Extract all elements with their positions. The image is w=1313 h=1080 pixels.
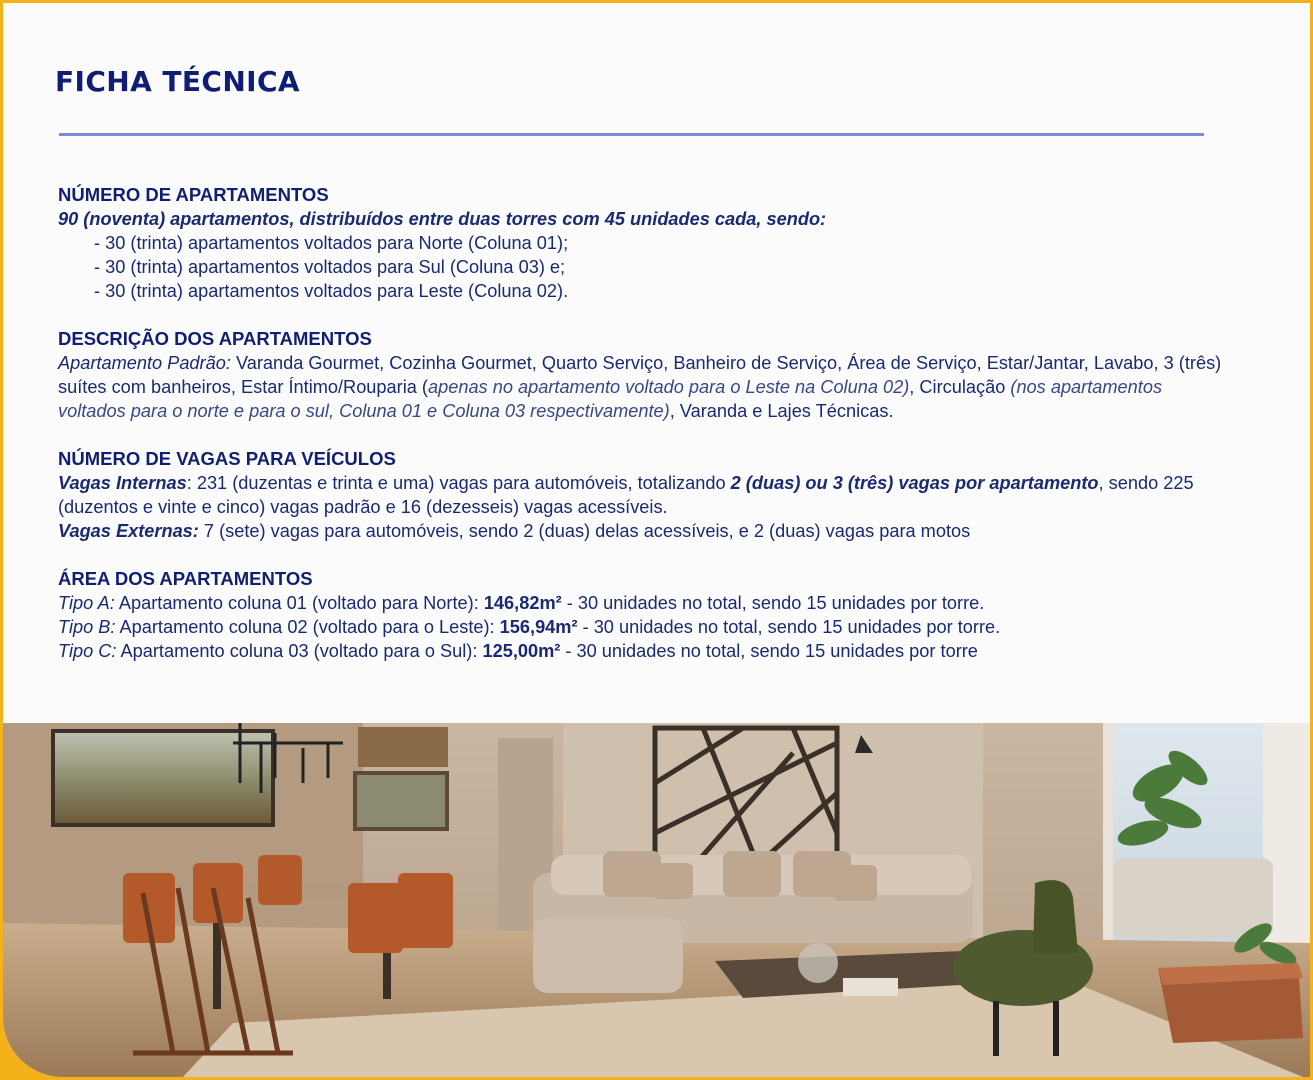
- ficha-card: [3, 3, 1310, 1077]
- vagas-externas-label: Vagas Externas:: [58, 521, 199, 541]
- living-room-photo: [3, 723, 1310, 1077]
- description-text: , Varanda e Lajes Técnicas.: [669, 401, 894, 421]
- section-vagas: [58, 447, 1208, 543]
- tipo-row: [58, 591, 1298, 615]
- vagas-internas-text: : 231 (duzentas e trinta e uma) vagas para automóveis, totalizando: [186, 473, 731, 493]
- tipo-area: 156,94m²: [499, 617, 578, 637]
- section-area: [58, 567, 1298, 663]
- vagas-externas-text: 7 (sete) vagas para automóveis, sendo 2 (duas) delas acessíveis, e 2 (duas) vagas para motos: [198, 521, 971, 541]
- description-label: Apartamento Padrão:: [58, 353, 231, 373]
- tipo-rest: - 30 unidades no total, sendo 15 unidades por torre.: [577, 617, 1001, 637]
- vagas-internas-highlight: 2 (duas) ou 3 (três) vagas por apartamento: [730, 473, 1099, 493]
- description-text: Varanda Gourmet, Cozinha Gourmet, Quarto Serviço, Banheiro de Serviço, Área de Serviço, Estar/Jantar, Lavabo, 3 (três) suítes com banheiros, Estar Íntimo/Rouparia (: [58, 353, 1222, 397]
- tipo-label: Tipo A:: [58, 593, 115, 613]
- section-heading: ÁREA DOS APARTAMENTOS: [58, 568, 313, 589]
- section-numero-apartamentos: [58, 183, 1298, 303]
- section-heading: NÚMERO DE VAGAS PARA VEÍCULOS: [58, 448, 396, 469]
- tipo-area: 146,82m²: [483, 593, 562, 613]
- vagas-internas: [58, 471, 1208, 519]
- tipo-label: Tipo B:: [58, 617, 116, 637]
- tipo-desc: Apartamento coluna 02 (voltado para o Leste):: [115, 617, 500, 637]
- description-paragraph: [58, 351, 1233, 423]
- page-title: FICHA TÉCNICA: [55, 65, 300, 98]
- vagas-externas: [58, 519, 1208, 543]
- spec-content: [58, 183, 1298, 687]
- tipo-area: 125,00m²: [482, 641, 561, 661]
- section-heading: DESCRIÇÃO DOS APARTAMENTOS: [58, 328, 372, 349]
- tipo-rest: - 30 unidades no total, sendo 15 unidades por torre.: [561, 593, 985, 613]
- section-descricao: [58, 327, 1233, 423]
- tipo-desc: Apartamento coluna 01 (voltado para Norte):: [114, 593, 484, 613]
- tipo-row: [58, 615, 1298, 639]
- description-text: , Circulação: [909, 377, 1011, 397]
- tipo-rest: - 30 unidades no total, sendo 15 unidades por torre: [560, 641, 978, 661]
- description-note: (nos apartamentos voltados para o norte e para o sul, Coluna 01 e Coluna 03 respectivamente): [58, 377, 1163, 421]
- vagas-internas-text: , sendo 225 (duzentos e vinte e cinco) vagas padrão e 16 (dezesseis) vagas acessíveis.: [58, 473, 1194, 517]
- list-item: - 30 (trinta) apartamentos voltados para Sul (Coluna 03) e;: [94, 257, 566, 277]
- tipo-desc: Apartamento coluna 03 (voltado para o Sul):: [116, 641, 483, 661]
- vagas-internas-label: Vagas Internas: [58, 473, 187, 493]
- section-heading: NÚMERO DE APARTAMENTOS: [58, 184, 329, 205]
- tipo-row: [58, 639, 1298, 663]
- list-item: - 30 (trinta) apartamentos voltados para Leste (Coluna 02).: [94, 281, 569, 301]
- list-item: - 30 (trinta) apartamentos voltados para Norte (Coluna 01);: [94, 233, 569, 253]
- apartments-intro: 90 (noventa) apartamentos, distribuídos entre duas torres com 45 unidades cada, sendo:: [58, 209, 827, 229]
- title-divider: [59, 133, 1204, 136]
- description-note: apenas no apartamento voltado para o Leste na Coluna 02): [427, 377, 910, 397]
- tipo-label: Tipo C:: [58, 641, 117, 661]
